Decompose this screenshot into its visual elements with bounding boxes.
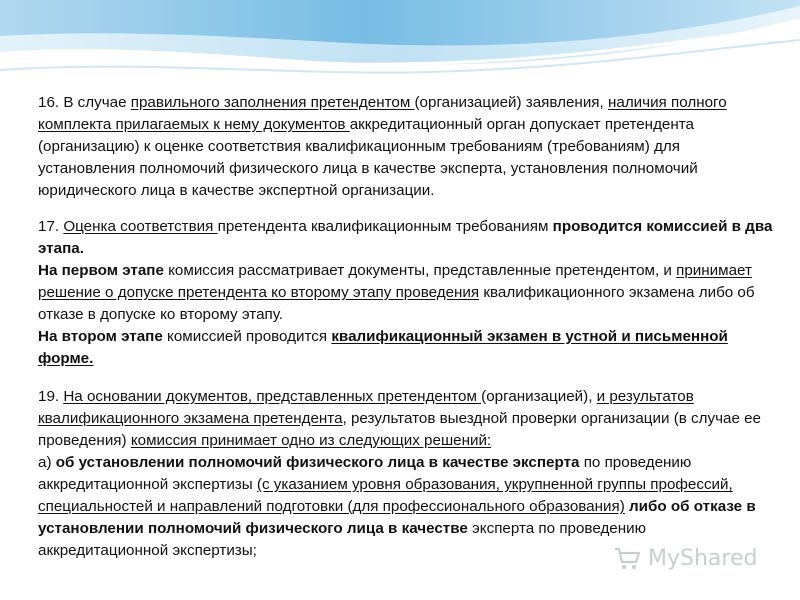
- underlined-text: (с указанием уровня образования, укрупненной группы профессий, специальностей и направлений подготовки (для профессионального образования): [38, 476, 733, 515]
- bold-underlined-text: квалификационный экзамен в устной и письменной форме.: [38, 328, 728, 367]
- underlined-text: На основании документов, представленных претендентом: [63, 388, 482, 405]
- clause-19: [38, 386, 773, 452]
- underlined-text: и результатов квалификационного экзамена претендента: [38, 388, 694, 427]
- header-wave-decoration: [0, 0, 800, 90]
- document-body: [38, 92, 773, 562]
- text: претендента квалификационным требованиям: [217, 218, 553, 235]
- bold-text: об установлении полномочий физического лица в качестве эксперта: [55, 454, 584, 471]
- text: комиссия рассматривает документы, представленные претендентом, и: [168, 262, 677, 279]
- text: а): [38, 454, 56, 471]
- cart-icon: [612, 543, 642, 573]
- bold-text: На втором этапе: [38, 328, 168, 345]
- text: (организацией),: [481, 388, 597, 405]
- text: 16. В случае: [38, 94, 131, 111]
- underlined-text: правильного заполнения претендентом: [130, 94, 415, 111]
- text: 17.: [38, 218, 64, 235]
- underlined-text: комиссия принимает одно из следующих решений:: [130, 432, 492, 449]
- underlined-text: принимает решение о допуске претендента ко второму этапу проведения: [38, 262, 752, 301]
- bold-text: либо об отказе в установлении полномочий физического лица в качестве: [38, 498, 756, 537]
- text: 19.: [38, 388, 64, 405]
- bold-text: проводится комиссией в два этапа.: [38, 218, 773, 257]
- watermark: [612, 540, 757, 576]
- underlined-text: наличия полного комплекта прилагаемых к нему документов: [38, 94, 727, 133]
- text: (организацией) заявления,: [414, 94, 608, 111]
- text: квалификационного экзамена либо об отказе в допуске ко второму этапу.: [38, 284, 755, 323]
- clause-16: [38, 92, 773, 202]
- clause-17-stage-2: [38, 326, 773, 370]
- underlined-text: Оценка соответствия: [63, 218, 218, 235]
- watermark-text: MyShared: [648, 545, 758, 571]
- text: эксперта по проведению аккредитационной экспертизы;: [38, 520, 647, 559]
- text: комиссией проводится: [167, 328, 332, 345]
- text: по проведению аккредитационной экспертизы: [38, 454, 692, 493]
- clause-17: [38, 216, 773, 260]
- text: аккредитационный орган допускает претендента (организацию) к оценке соответствия квалификационным требованиям (требованиям) для установления полномочий физического лица в качестве эксперта, установления полномочий юридического лица в качестве экспертной организации.: [38, 116, 698, 199]
- clause-17-stage-1: [38, 260, 773, 326]
- bold-text: На первом этапе: [38, 262, 169, 279]
- text: , результатов выездной проверки организации (в случае ее проведения): [38, 410, 762, 449]
